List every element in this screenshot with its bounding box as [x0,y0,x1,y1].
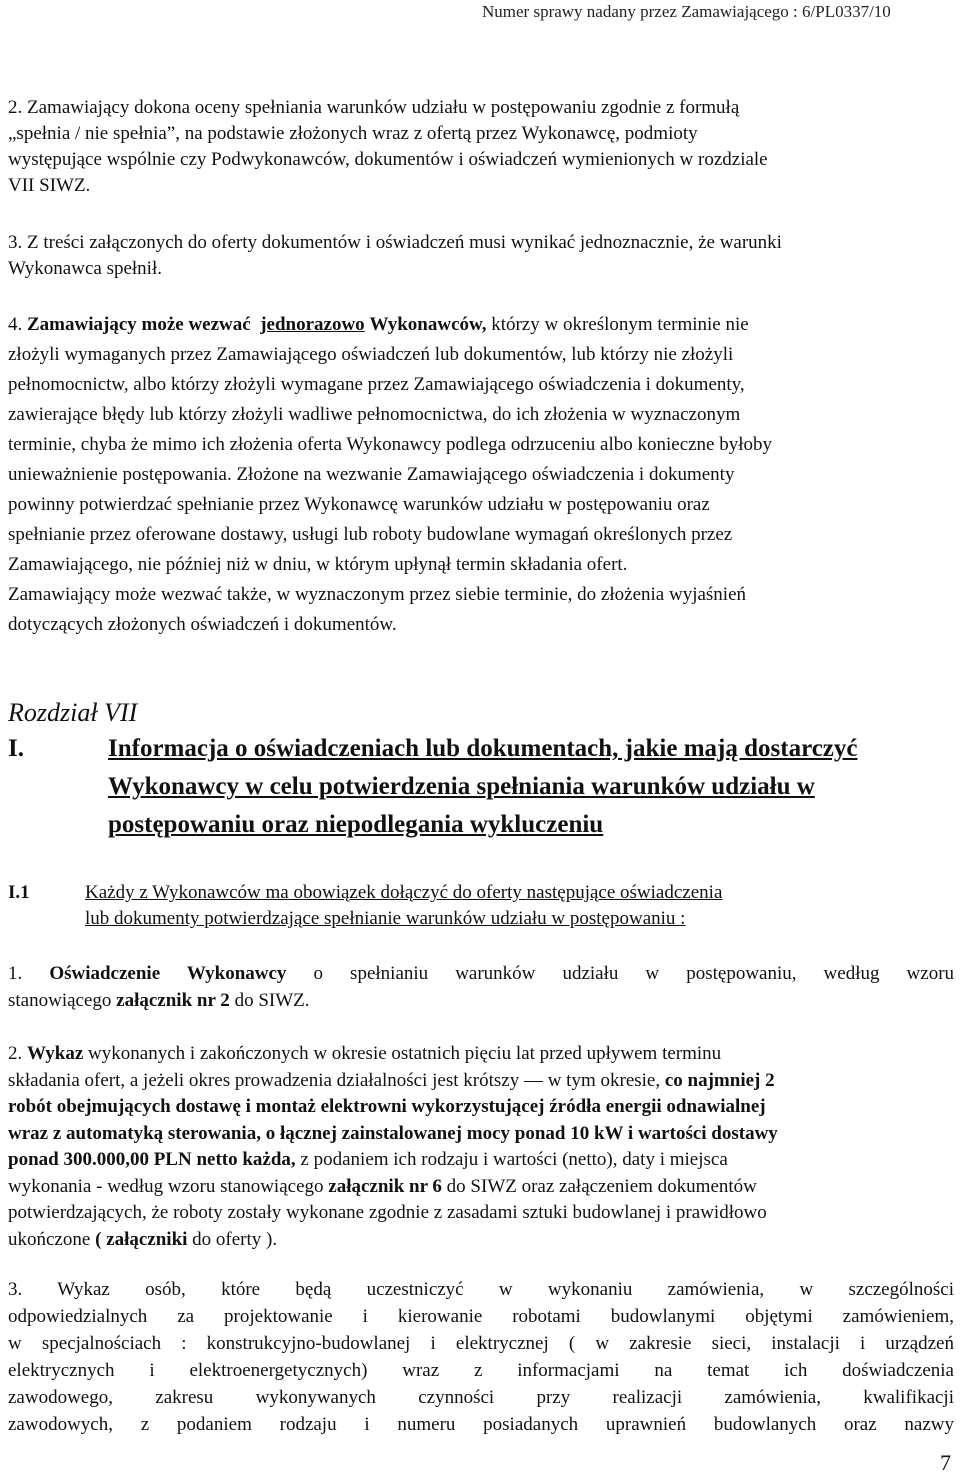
bold-phrase: ponad 300.000,00 PLN netto każda, [8,1149,296,1170]
text-line: unieważnienie postępowania. Złożone na wezwanie Zamawiającego oświadczenia i dokumenty [8,464,735,485]
paragraph-2 [8,95,954,199]
text-line [8,1041,954,1068]
text-line [8,1227,954,1254]
text-line: Zamawiający może wezwać także, w wyznaczonym przez siebie terminie, do złożenia wyjaśnień [8,584,747,605]
case-number-header: Numer sprawy nadany przez Zamawiającego : 6/PL0337/10 [482,2,891,21]
text-line: terminie, chyba że mimo ich złożenia oferta Wykonawcy podlega odrzuceniu albo konieczne byłoby [8,434,773,455]
section-title [108,730,858,844]
text-line: dotyczących złożonych oświadczeń i dokumentów. [8,614,397,635]
text-fragment: składania ofert, a jeżeli okres prowadzenia działalności jest krótszy — w tym okresie, [8,1069,661,1091]
text-fragment: wykonanych i zakończonych w okresie ostatnich pięciu lat przed upływem terminu [88,1043,722,1064]
text-fragment: do SIWZ oraz załączeniem dokumentów [446,1175,757,1197]
section-title-line: postępowaniu oraz niepodlegania wykluczeniu [108,811,604,838]
text-fragment: stanowiącego [8,990,112,1011]
subsection-number: I.1 [8,882,30,903]
text-line: zawodowych, z podaniem rodzaju i numeru posiadanych uprawnień budowlanych oraz nazwy [8,1414,954,1435]
text-line: Zamawiającego, nie później niż w dniu, w którym upłynął termin składania ofert. [8,554,628,575]
subsection-text [85,880,722,932]
text-line: Każdy z Wykonawców ma obowiązek dołączyć do oferty następujące oświadczenia [85,882,723,903]
text-fragment: z podaniem ich rodzaju i wartości (netto), daty i miejsca [300,1149,728,1170]
bold-phrase: Wykonawców, [369,314,487,335]
text-line [8,960,954,987]
text-line: potwierdzających, że roboty zostały wykonane zgodnie z zasadami sztuki budowlanej i prawidłowo [8,1202,767,1223]
text-line: lub dokumenty potwierdzające spełnianie warunków udziału w postępowaniu : [85,908,686,929]
section-title-line: Informacja o oświadczeniach lub dokumentach, jakie mają dostarczyć [108,735,858,762]
list-item-3 [8,1276,954,1438]
text-line: w specjalnościach : konstrukcyjno-budowlanej i elektrycznej ( w zakresie sieci, instalacji i urządzeń [8,1333,954,1354]
text-line: pełnomocnictw, albo którzy złożyli wymagane przez Zamawiającego oświadczenia i dokumenty, [8,374,745,395]
text-line: elektrycznych i elektroenergetycznych) wraz z informacjami na temat ich doświadczenia [8,1360,954,1381]
text-line: spełnianie przez oferowane dostawy, usługi lub roboty budowlane wymagań określonych przez [8,524,733,545]
text-line: „spełnia / nie spełnia”, na podstawie złożonych wraz z ofertą przez Wykonawcę, podmioty [8,123,698,144]
text-line: VII SIWZ. [8,175,91,196]
item-number: 1. [8,963,23,984]
text-line: powinny potwierdzać spełnianie przez Wykonawcę warunków udziału w postępowaniu oraz [8,494,710,515]
text-line: 3. Wykaz osób, które będą uczestniczyć w wykonaniu zamówienia, w szczególności [8,1279,954,1300]
text-line: 2. Zamawiający dokona oceny spełniania warunków udziału w postępowaniu zgodnie z formułą [8,97,740,118]
underlined-phrase: jednorazowo [260,314,365,335]
text-fragment: którzy w określonym terminie nie [491,314,749,335]
text-fragment: do SIWZ. [234,990,310,1011]
bold-phrase: Zamawiający może wezwać [27,314,251,335]
text-line: zawierające błędy lub którzy złożyli wadliwe pełnomocnictwa, do ich złożenia w wyznaczonym [8,404,741,425]
text-line [8,1068,954,1095]
text-line: odpowiedzialnych za projektowanie i kierowanie robotami budowlanymi objętymi zamówieniem, [8,1306,954,1327]
text-line [8,310,954,340]
text-fragment: wykonania - według wzoru stanowiącego [8,1175,324,1197]
item-number: 2. [8,1043,23,1064]
bold-phrase: Wykaz [27,1043,84,1064]
section-title-line: Wykonawcy w celu potwierdzenia spełniania warunków udziału w [108,773,815,800]
bold-line: wraz z automatyką sterowania, o łącznej zainstalowanej mocy ponad 10 kW i wartości dostawy [8,1122,778,1144]
text-line: złożyli wymaganych przez Zamawiającego oświadczeń lub dokumentów, lub którzy nie złożyli [8,344,734,365]
text-fragment: o spełnianiu warunków udziału w postępowaniu, według wzoru [313,963,955,984]
bold-phrase: co najmniej 2 [664,1069,775,1091]
bold-line: robót obejmujących dostawę i montaż elektrowni wykorzystującej źródła energii odnawialnej [8,1096,766,1117]
text-line: Wykonawca spełnił. [8,258,162,279]
bold-phrase: załącznik nr 6 [328,1175,442,1197]
bold-phrase: załącznik nr 2 [116,990,230,1011]
page-number: 7 [940,1450,951,1475]
text-line [8,1174,954,1201]
section-number: I. [8,735,24,762]
bold-phrase: ( załączniki [95,1228,188,1250]
text-fragment: do oferty ). [192,1228,278,1250]
item-number: 4. [8,314,23,335]
list-item-1 [8,960,954,1014]
paragraph-3 [8,230,954,282]
paragraph-4 [8,310,954,640]
text-line [8,987,954,1014]
list-item-2 [8,1041,954,1253]
text-fragment: ukończone [8,1228,91,1250]
text-line: występujące wspólnie czy Podwykonawców, dokumentów i oświadczeń wymienionych w rozdziale [8,149,768,170]
text-line [8,1147,954,1174]
chapter-label: Rozdział VII [8,698,138,727]
text-line: 3. Z treści załączonych do oferty dokumentów i oświadczeń musi wynikać jednoznacznie, że warunki [8,232,782,253]
bold-phrase: Oświadczenie Wykonawcy [49,963,287,984]
text-line: zawodowego, zakresu wykonywanych czynności przy realizacji zamówienia, kwalifikacji [8,1387,954,1408]
